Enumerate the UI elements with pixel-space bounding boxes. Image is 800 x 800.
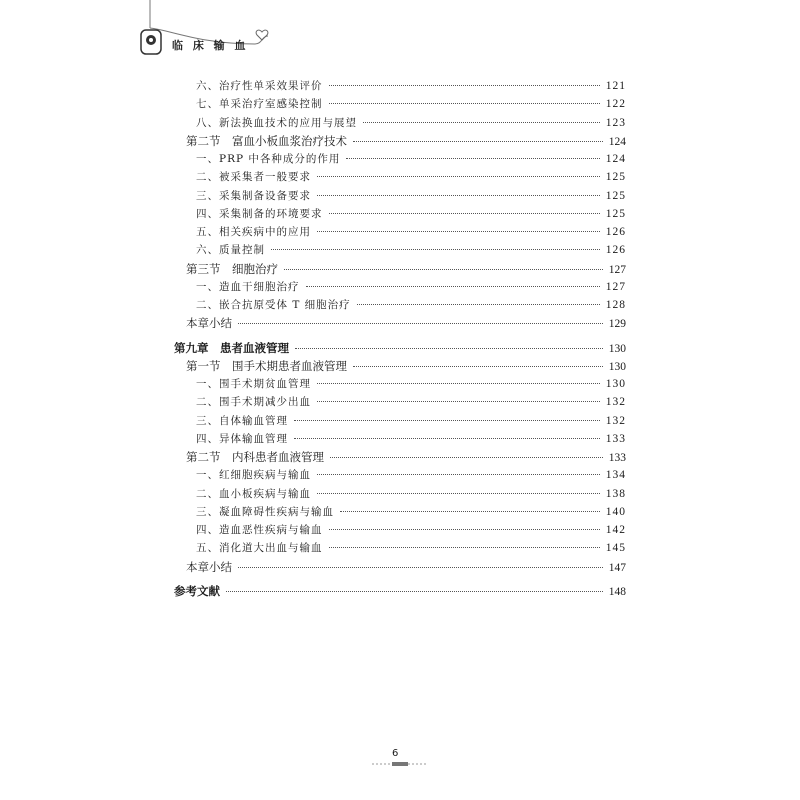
toc-entry-label: 二、被采集者一般要求 (196, 171, 311, 184)
toc-chapter-entry (174, 339, 626, 357)
toc-entry-page-number: 121 (605, 80, 626, 92)
dot-leader (317, 231, 600, 232)
toc-subsection-entry (196, 77, 626, 95)
toc-entry-page-number: 133 (608, 452, 626, 464)
toc-entry-page-number: 130 (605, 378, 626, 390)
toc-entry-page-number: 124 (608, 135, 626, 148)
toc-entry-page-number: 122 (605, 98, 626, 111)
footer-ornament (372, 760, 428, 768)
toc-entry-page-number: 133 (605, 432, 626, 445)
toc-entry-label: 三、凝血障碍性疾病与输血 (196, 505, 334, 518)
dot-leader (284, 269, 603, 270)
dot-leader (271, 249, 600, 250)
toc-entry-page-number: 129 (608, 318, 626, 331)
dot-leader (238, 567, 603, 568)
toc-entry-label: 六、治疗性单采效果评价 (196, 80, 323, 92)
toc-entry-label: 二、血小板疾病与输血 (196, 487, 311, 500)
dot-leader (346, 158, 599, 159)
dot-leader (330, 457, 603, 458)
toc-subsection-entry (196, 150, 626, 168)
dot-leader (295, 348, 603, 349)
toc-subsection-entry (196, 521, 626, 539)
toc-section-entry (186, 314, 626, 332)
toc-subsection-entry (196, 503, 626, 521)
toc-entry-label: 五、消化道大出血与输血 (196, 542, 323, 555)
toc-entry-page-number: 132 (605, 396, 626, 409)
toc-entry-page-number: 125 (605, 207, 626, 220)
toc-subsection-entry (196, 205, 626, 223)
toc-entry-label: 第一节 围手术期患者血液管理 (186, 358, 347, 373)
dot-leader (317, 195, 600, 196)
dot-leader (238, 323, 603, 324)
dot-leader (226, 591, 603, 592)
toc-entry-label: 一、PRP 中各种成分的作用 (196, 153, 341, 165)
toc-entry-label: 二、围手术期减少出血 (196, 396, 311, 409)
toc-entry-label: 五、相关疾病中的应用 (196, 226, 311, 238)
dot-leader (317, 176, 600, 177)
toc-entry-label: 第九章 患者血液管理 (174, 340, 289, 355)
toc-subsection-entry (196, 168, 626, 186)
toc-entry-page-number: 127 (605, 280, 626, 293)
dot-leader (294, 438, 600, 439)
toc-section-entry (186, 260, 626, 278)
dot-leader (329, 213, 600, 214)
toc-entry-page-number: 148 (608, 585, 626, 598)
toc-entry-page-number: 134 (605, 469, 626, 482)
toc-entry-page-number: 126 (605, 226, 626, 238)
toc-chapter-entry (174, 582, 626, 600)
toc-section-entry (186, 357, 626, 375)
dot-leader (353, 366, 603, 367)
toc-entry-page-number: 125 (605, 171, 626, 184)
toc-entry-page-number: 147 (608, 561, 626, 574)
toc-entry-label: 三、自体输血管理 (196, 414, 288, 427)
toc-entry-page-number: 124 (605, 153, 626, 165)
toc-entry-page-number: 145 (605, 542, 626, 555)
toc-entry-label: 第二节 富血小板血浆治疗技术 (186, 133, 347, 148)
dot-leader (317, 383, 600, 384)
dot-leader (340, 511, 600, 512)
toc-entry-page-number: 126 (605, 244, 626, 257)
toc-entry-page-number: 128 (605, 299, 626, 311)
dot-leader (317, 493, 600, 494)
toc-subsection-entry (196, 430, 626, 448)
toc-subsection-entry (196, 466, 626, 484)
toc-subsection-entry (196, 412, 626, 430)
toc-subsection-entry (196, 187, 626, 205)
toc-entry-page-number: 142 (605, 524, 626, 536)
dot-leader (363, 122, 600, 123)
toc-entry-label: 三、采集制备设备要求 (196, 189, 311, 202)
dot-leader (357, 304, 600, 305)
toc-entry-page-number: 130 (608, 360, 626, 373)
toc-entry-label: 参考文献 (174, 583, 220, 598)
toc-entry-page-number: 127 (608, 263, 626, 276)
toc-entry-label: 六、质量控制 (196, 244, 265, 257)
toc-entry-label: 一、围手术期贫血管理 (196, 378, 311, 390)
toc-entry-label: 八、新法换血技术的应用与展望 (196, 116, 357, 129)
running-header-title: 临 床 输 血 (172, 39, 249, 52)
header-decoration (0, 0, 800, 70)
toc-subsection-entry (196, 539, 626, 557)
toc-subsection-entry (196, 223, 626, 241)
toc-section-entry (186, 448, 626, 466)
dot-leader (317, 474, 600, 475)
toc-section-entry (186, 132, 626, 150)
dot-leader (306, 286, 600, 287)
dot-leader (329, 85, 600, 86)
toc-subsection-entry (196, 296, 626, 314)
toc-entry-label: 第三节 细胞治疗 (186, 261, 278, 276)
toc-entry-page-number: 125 (605, 189, 626, 202)
toc-subsection-entry (196, 278, 626, 296)
toc-subsection-entry (196, 485, 626, 503)
toc-entry-label: 一、造血干细胞治疗 (196, 280, 300, 293)
dot-leader (353, 141, 603, 142)
dot-leader (329, 103, 600, 104)
toc-subsection-entry (196, 95, 626, 113)
dot-leader (317, 401, 600, 402)
toc-subsection-entry (196, 393, 626, 411)
toc-entry-label: 七、单采治疗室感染控制 (196, 98, 323, 111)
toc-entry-label: 四、采集制备的环境要求 (196, 207, 323, 220)
toc-subsection-entry (196, 241, 626, 259)
dot-leader (329, 547, 600, 548)
toc-entry-label: 一、红细胞疾病与输血 (196, 469, 311, 482)
dot-leader (329, 529, 600, 530)
toc-entry-page-number: 132 (605, 414, 626, 427)
toc-subsection-entry (196, 375, 626, 393)
toc-subsection-entry (196, 114, 626, 132)
page-number: 6 (392, 748, 399, 759)
toc-entry-page-number: 123 (605, 116, 626, 129)
toc-entry-label: 本章小结 (186, 559, 232, 574)
toc-entry-label: 第二节 内科患者血液管理 (186, 450, 324, 464)
toc-entry-label: 四、异体输血管理 (196, 432, 288, 445)
dot-leader (294, 420, 600, 421)
toc-entry-label: 二、嵌合抗原受体 T 细胞治疗 (196, 299, 351, 311)
toc-entry-page-number: 140 (605, 505, 626, 518)
toc-entry-label: 四、造血恶性疾病与输血 (196, 524, 323, 536)
toc-section-entry (186, 558, 626, 576)
heart-icon (256, 30, 268, 40)
toc-entry-page-number: 138 (605, 487, 626, 500)
toc-entry-page-number: 130 (608, 342, 626, 355)
toc-entry-label: 本章小结 (186, 316, 232, 331)
